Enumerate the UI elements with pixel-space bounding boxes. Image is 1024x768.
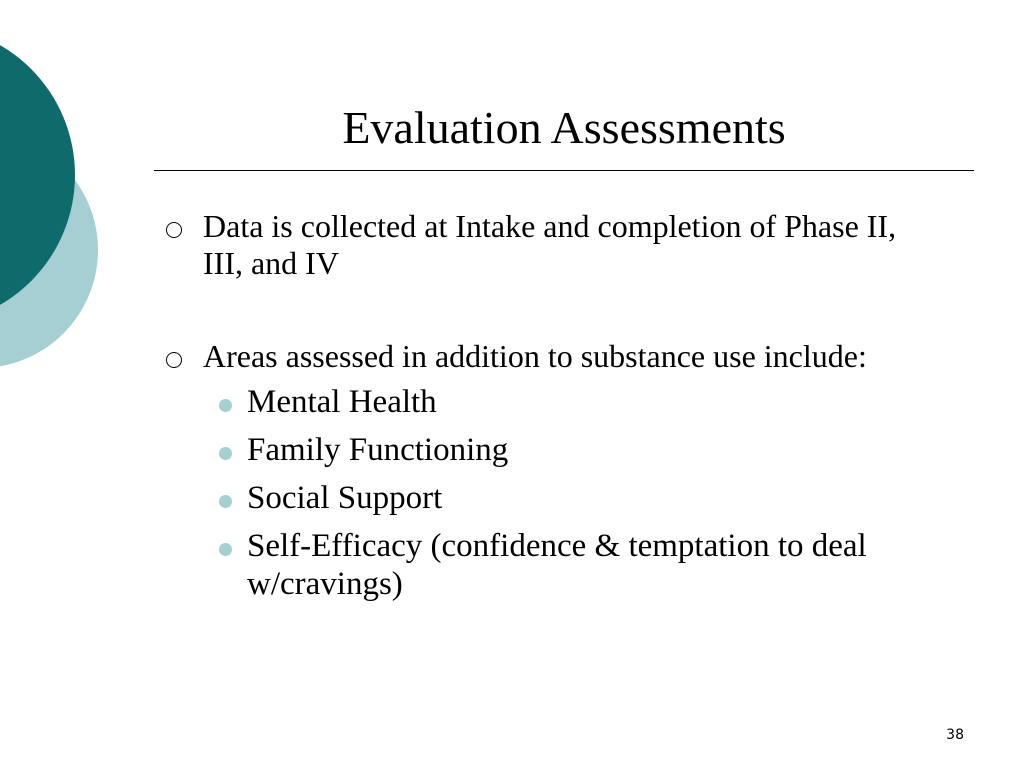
sub-bullet-list [203, 383, 925, 603]
title-divider [154, 170, 974, 171]
sub-bullet-item [203, 383, 925, 421]
sub-bullet-text: Family Functioning [247, 432, 509, 468]
sub-bullet-text: Self-Efficacy (confidence & temptation to deal w/cravings) [247, 528, 867, 602]
hollow-circle-bullet-icon [166, 222, 182, 238]
sub-bullet-item [203, 527, 925, 603]
filled-circle-bullet-icon [219, 399, 232, 412]
sub-bullet-item [203, 431, 925, 469]
sub-bullet-item [203, 479, 925, 517]
bullet-item [165, 208, 925, 282]
filled-circle-bullet-icon [219, 543, 232, 556]
slide-title: Evaluation Assessments [342, 102, 786, 153]
sub-bullet-text: Social Support [247, 480, 443, 516]
page-number: 38 [946, 727, 964, 743]
bullet-text: Areas assessed in addition to substance use include: [203, 338, 867, 374]
filled-circle-bullet-icon [219, 447, 232, 460]
bullet-text: Data is collected at Intake and completion of Phase II, III, and IV [203, 208, 897, 281]
hollow-circle-bullet-icon [166, 352, 182, 368]
sub-bullet-text: Mental Health [247, 384, 437, 420]
bullet-list [165, 208, 925, 613]
bullet-item [165, 338, 925, 603]
decorative-circles [0, 0, 110, 410]
filled-circle-bullet-icon [219, 495, 232, 508]
